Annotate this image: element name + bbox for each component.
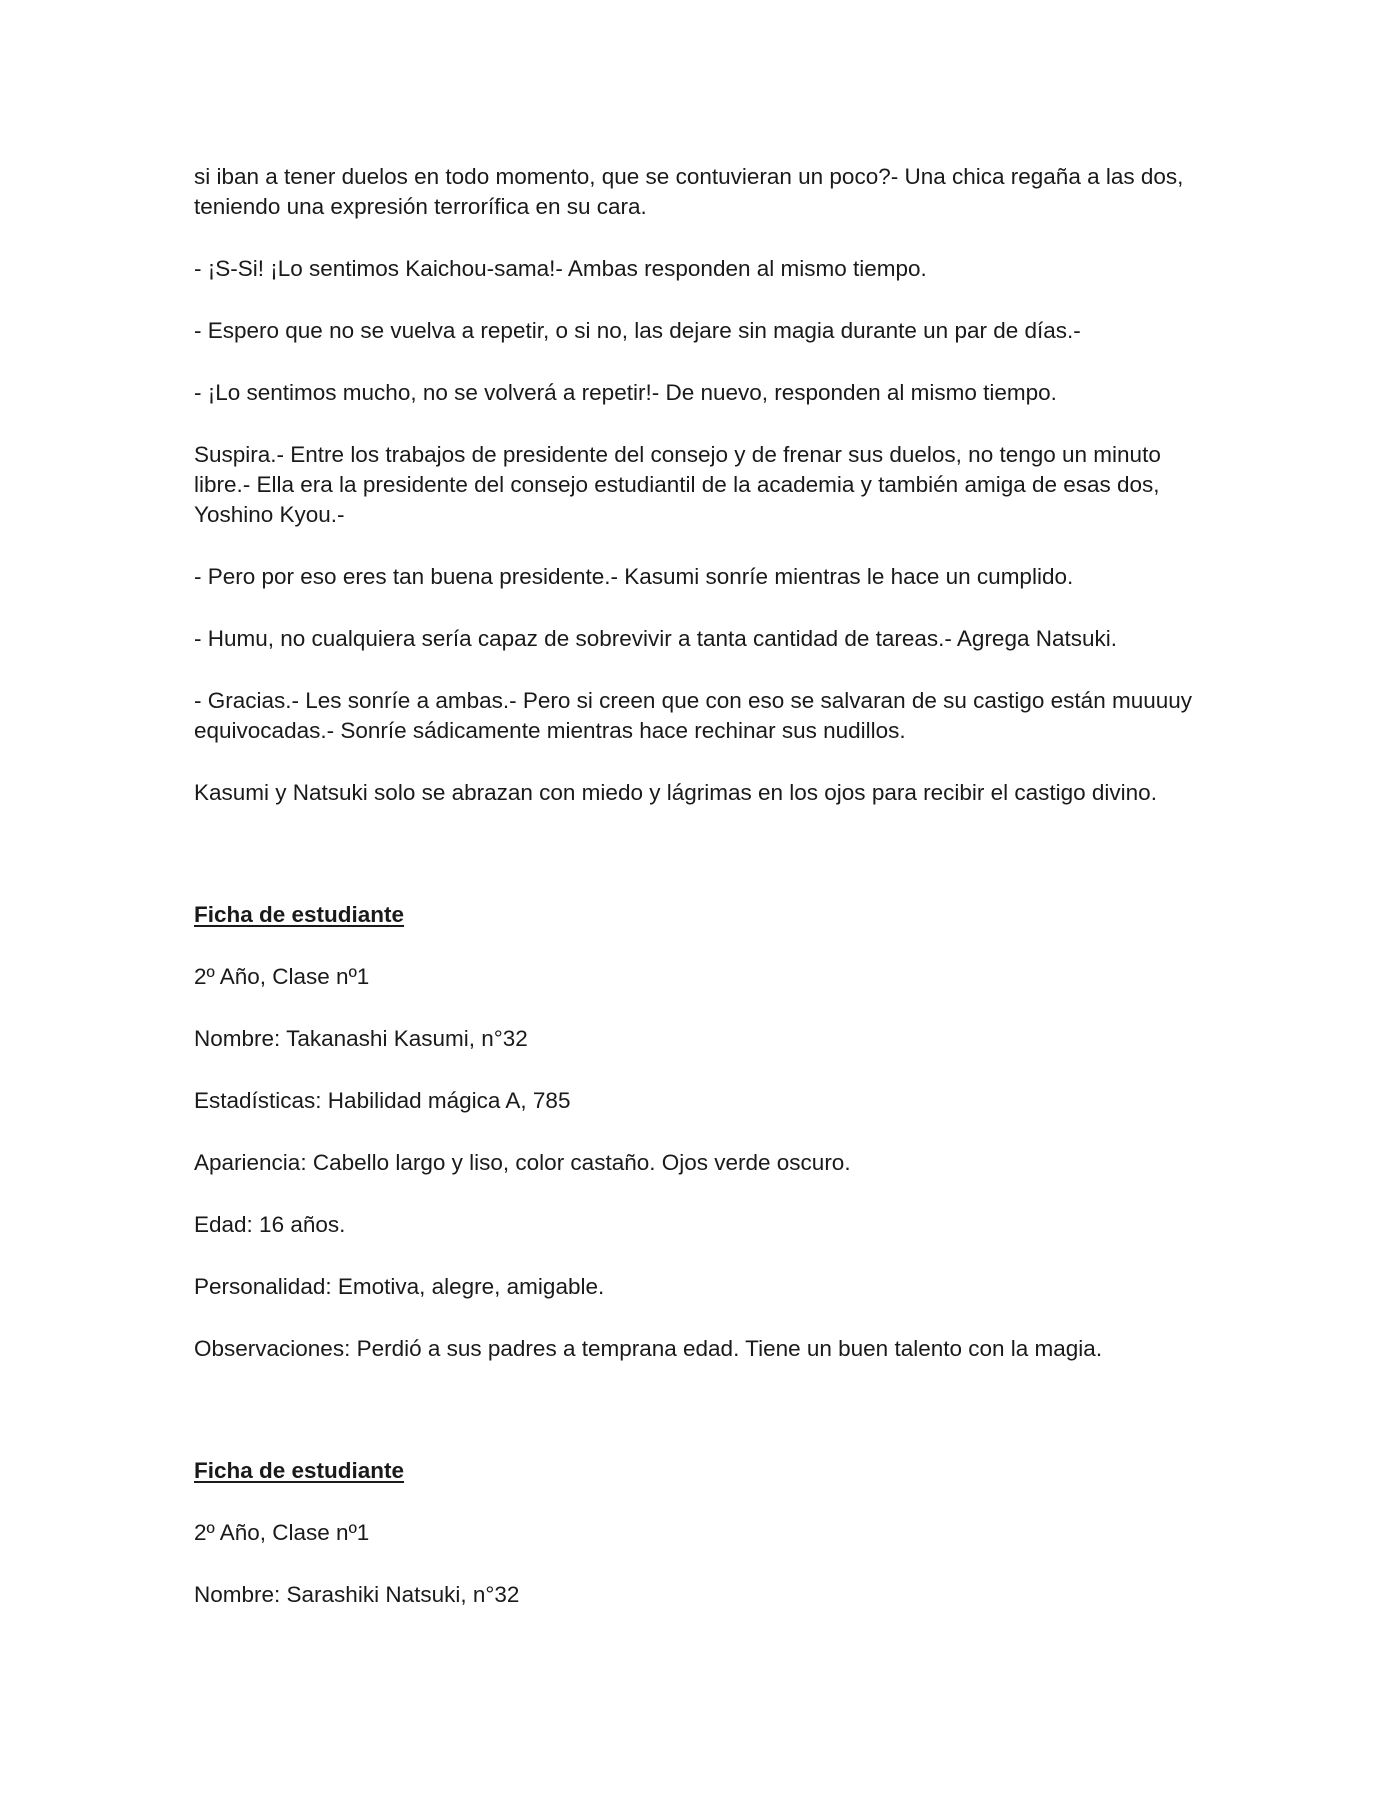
story-paragraph: - Espero que no se vuelva a repetir, o si no, las dejare sin magia durante un par de días.- — [194, 318, 1081, 343]
student-sheet-natsuki — [194, 1456, 1214, 1610]
sheet-field-class: 2º Año, Clase nº1 — [194, 964, 370, 989]
story-paragraph: - Humu, no cualquiera sería capaz de sobrevivir a tanta cantidad de tareas.- Agrega Natsuki. — [194, 626, 1118, 651]
story-paragraph: Kasumi y Natsuki solo se abrazan con miedo y lágrimas en los ojos para recibir el castigo divino. — [194, 780, 1157, 805]
story-paragraph: - Pero por eso eres tan buena presidente.- Kasumi sonríe mientras le hace un cumplido. — [194, 564, 1074, 589]
sheet-field-age: Edad: 16 años. — [194, 1212, 346, 1237]
story-paragraph: Suspira.- Entre los trabajos de presidente del consejo y de frenar sus duelos, no tengo un minuto libre.- Ella era la presidente del consejo estudiantil de la academia y también amiga de esas dos, Yoshino Kyou.- — [194, 442, 1161, 527]
sheet-field-stats: Estadísticas: Habilidad mágica A, 785 — [194, 1088, 571, 1113]
story-paragraph: - Gracias.- Les sonríe a ambas.- Pero si creen que con eso se salvaran de su castigo están muuuuy equivocadas.- Sonríe sádicamente mientras hace rechinar sus nudillos. — [194, 688, 1193, 743]
sheet-field-personality: Personalidad: Emotiva, alegre, amigable. — [194, 1274, 605, 1299]
sheet-heading: Ficha de estudiante — [194, 1458, 405, 1483]
sheet-heading: Ficha de estudiante — [194, 902, 405, 927]
story-paragraph: - ¡S-Si! ¡Lo sentimos Kaichou-sama!- Ambas responden al mismo tiempo. — [194, 256, 927, 281]
story-paragraph: - ¡Lo sentimos mucho, no se volverá a repetir!- De nuevo, responden al mismo tiempo. — [194, 380, 1057, 405]
document-body — [194, 162, 1214, 1642]
sheet-field-name: Nombre: Sarashiki Natsuki, n°32 — [194, 1582, 520, 1607]
story-paragraph: si iban a tener duelos en todo momento, que se contuvieran un poco?- Una chica regaña a las dos, teniendo una expresión terrorífica en su cara. — [194, 164, 1184, 219]
story-text — [194, 162, 1214, 808]
sheet-field-observations: Observaciones: Perdió a sus padres a temprana edad. Tiene un buen talento con la magia. — [194, 1336, 1103, 1361]
sheet-field-appearance: Apariencia: Cabello largo y liso, color castaño. Ojos verde oscuro. — [194, 1150, 851, 1175]
sheet-field-name: Nombre: Takanashi Kasumi, n°32 — [194, 1026, 528, 1051]
sheet-field-class: 2º Año, Clase nº1 — [194, 1520, 370, 1545]
student-sheet-kasumi — [194, 900, 1214, 1364]
